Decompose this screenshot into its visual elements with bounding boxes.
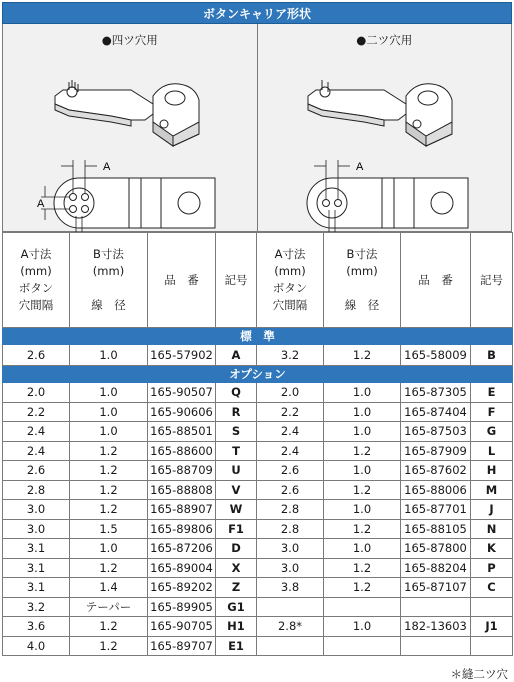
cell-p2: 165-87107 [401, 578, 471, 598]
cell-p1: 165-89004 [148, 558, 216, 578]
section-option: オプション [3, 366, 513, 383]
cell-s2: G [471, 422, 513, 442]
cell-a1: 2.4 [3, 422, 70, 442]
standard-row: 2.6 1.0 165-57902 A 3.2 1.2 165-58009 B [3, 345, 513, 366]
cell-a2: 2.8 [257, 500, 324, 520]
cell-p2: 165-87305 [401, 383, 471, 403]
table-row [3, 422, 513, 442]
table-row [3, 461, 513, 481]
cell-s2: J [471, 500, 513, 520]
header-part-no: 品 番 [148, 233, 216, 328]
cell-s2 [471, 636, 513, 656]
cell-p1: 165-88907 [148, 500, 216, 520]
cell-p2: 165-88105 [401, 519, 471, 539]
cell-s2: J1 [471, 617, 513, 637]
cell-b2: 1.0 [324, 422, 401, 442]
cell-s2: E [471, 383, 513, 403]
four-hole-figure [3, 24, 257, 231]
cell-b2: 1.2 [324, 558, 401, 578]
cell-s2: M [471, 480, 513, 500]
cell-s1: Q [216, 383, 257, 403]
cell-b1: 1.2 [70, 500, 148, 520]
cell-b2: 1.2 [324, 441, 401, 461]
dim-a-label-top: A [103, 161, 111, 173]
cell-b1: 1.2 [70, 461, 148, 481]
cell-a1: 2.2 [3, 402, 70, 422]
table-row [3, 402, 513, 422]
cell-s1: F1 [216, 519, 257, 539]
cell-p2: 165-87404 [401, 402, 471, 422]
table-row [3, 441, 513, 461]
table-header [3, 233, 513, 328]
cell-p1: 165-87206 [148, 539, 216, 559]
table-row [3, 480, 513, 500]
cell-a2: 2.4 [257, 422, 324, 442]
table-row [3, 578, 513, 598]
cell-a1: 3.0 [3, 519, 70, 539]
cell-b1: 1.2 [70, 480, 148, 500]
cell-a1: 3.0 [3, 500, 70, 520]
cell-a1: 3.1 [3, 539, 70, 559]
cell-s1: R [216, 402, 257, 422]
cell-a1: 3.6 [3, 617, 70, 637]
cell-p2: 165-87701 [401, 500, 471, 520]
table-row [3, 636, 513, 656]
cell-b1: 1.2 [70, 441, 148, 461]
cell-b2: 1.0 [324, 539, 401, 559]
cell-p1: 165-88501 [148, 422, 216, 442]
cell-s2: N [471, 519, 513, 539]
cell-p1: 165-89202 [148, 578, 216, 598]
dim-a-label-left: A [37, 198, 45, 210]
cell-b1: 1.0 [70, 422, 148, 442]
cell-s1: X [216, 558, 257, 578]
cell-p1: 165-88600 [148, 441, 216, 461]
cell-a1: 2.6 [3, 461, 70, 481]
cell-s1: U [216, 461, 257, 481]
cell-a2: 2.2 [257, 402, 324, 422]
cell-s2: K [471, 539, 513, 559]
cell-b1: 1.5 [70, 519, 148, 539]
table-row [3, 539, 513, 559]
cell-a1: 3.2 [3, 597, 70, 617]
cell-p2: 182-13603 [401, 617, 471, 637]
cell-a2: 2.0 [257, 383, 324, 403]
cell-a2: 2.4 [257, 441, 324, 461]
cell-p1: 165-90606 [148, 402, 216, 422]
cell-b2: 1.0 [324, 402, 401, 422]
cell-b1: 1.2 [70, 558, 148, 578]
cell-a1: 2.4 [3, 441, 70, 461]
cell-p1: 165-88808 [148, 480, 216, 500]
dim-a-label-top-2: A [355, 161, 363, 173]
cell-b2: 1.2 [324, 480, 401, 500]
cell-p2 [401, 636, 471, 656]
cell-p1: 165-90705 [148, 617, 216, 637]
cell-a2: 2.8* [257, 617, 324, 637]
header-b-dim-2: B寸法 (mm) 線 径 [324, 233, 401, 328]
cell-p2: 165-87602 [401, 461, 471, 481]
cell-s1: W [216, 500, 257, 520]
cell-p2: 165-87800 [401, 539, 471, 559]
cell-s2 [471, 597, 513, 617]
four-hole-caption: ●四ツ穴用 [101, 33, 158, 47]
cell-b2: 1.0 [324, 617, 401, 637]
cell-s2: F [471, 402, 513, 422]
section-standard: 標 準 [3, 328, 513, 345]
two-hole-drawing [258, 24, 512, 232]
cell-b2: 1.2 [324, 578, 401, 598]
cell-a2: 2.6 [257, 461, 324, 481]
cell-a1: 2.0 [3, 383, 70, 403]
spec-table [2, 232, 513, 656]
cell-b1: 1.0 [70, 383, 148, 403]
cell-s1: V [216, 480, 257, 500]
cell-a1: 2.8 [3, 480, 70, 500]
footnote: ＊縫二ツ穴 [450, 667, 508, 681]
cell-s1: Z [216, 578, 257, 598]
header-symbol: 記号 [216, 233, 257, 328]
cell-a2 [257, 636, 324, 656]
cell-a2: 3.0 [257, 539, 324, 559]
cell-s2: C [471, 578, 513, 598]
cell-b2: 1.0 [324, 461, 401, 481]
cell-p2: 165-87909 [401, 441, 471, 461]
cell-b2 [324, 636, 401, 656]
cell-b2: 1.0 [324, 383, 401, 403]
cell-p2 [401, 597, 471, 617]
cell-b2 [324, 597, 401, 617]
header-symbol-2: 記号 [471, 233, 513, 328]
cell-s1: T [216, 441, 257, 461]
header-a-dim-2: A寸法 (mm) ボタン 穴間隔 [257, 233, 324, 328]
cell-s1: S [216, 422, 257, 442]
cell-p1: 165-88709 [148, 461, 216, 481]
option-rows [3, 383, 513, 656]
cell-s1: D [216, 539, 257, 559]
cell-p2: 165-88006 [401, 480, 471, 500]
cell-a1: 3.1 [3, 558, 70, 578]
table-row [3, 519, 513, 539]
table-row [3, 558, 513, 578]
two-hole-figure [257, 24, 512, 231]
figure-panel [2, 24, 512, 232]
button-carrier-sheet [2, 2, 512, 681]
cell-s1: G1 [216, 597, 257, 617]
cell-s2: L [471, 441, 513, 461]
cell-s1: E1 [216, 636, 257, 656]
cell-b1: 1.2 [70, 636, 148, 656]
cell-a2: 3.0 [257, 558, 324, 578]
cell-s1: H1 [216, 617, 257, 637]
table-row [3, 617, 513, 637]
cell-b1: 1.0 [70, 402, 148, 422]
cell-p2: 165-88204 [401, 558, 471, 578]
cell-a1: 3.1 [3, 578, 70, 598]
table-row [3, 500, 513, 520]
cell-a1: 4.0 [3, 636, 70, 656]
cell-b1: 1.0 [70, 539, 148, 559]
page-title: ボタンキャリア形状 [2, 2, 512, 24]
table-row [3, 383, 513, 403]
cell-a2: 2.8 [257, 519, 324, 539]
two-hole-caption: ●二ツ穴用 [356, 33, 413, 47]
cell-a2: 2.6 [257, 480, 324, 500]
cell-s2: P [471, 558, 513, 578]
cell-a2: 3.8 [257, 578, 324, 598]
cell-s2: H [471, 461, 513, 481]
cell-b2: 1.0 [324, 500, 401, 520]
cell-b1: 1.4 [70, 578, 148, 598]
table-row [3, 597, 513, 617]
cell-p1: 165-89806 [148, 519, 216, 539]
cell-p2: 165-87503 [401, 422, 471, 442]
four-hole-drawing [3, 24, 257, 232]
cell-p1: 165-89905 [148, 597, 216, 617]
header-a-dim: A寸法 (mm) ボタン 穴間隔 [3, 233, 70, 328]
cell-b2: 1.2 [324, 519, 401, 539]
header-part-no-2: 品 番 [401, 233, 471, 328]
cell-b1: テーパー [70, 597, 148, 617]
header-b-dim: B寸法 (mm) 線 径 [70, 233, 148, 328]
cell-a2 [257, 597, 324, 617]
cell-p1: 165-90507 [148, 383, 216, 403]
cell-b1: 1.2 [70, 617, 148, 637]
cell-p1: 165-89707 [148, 636, 216, 656]
